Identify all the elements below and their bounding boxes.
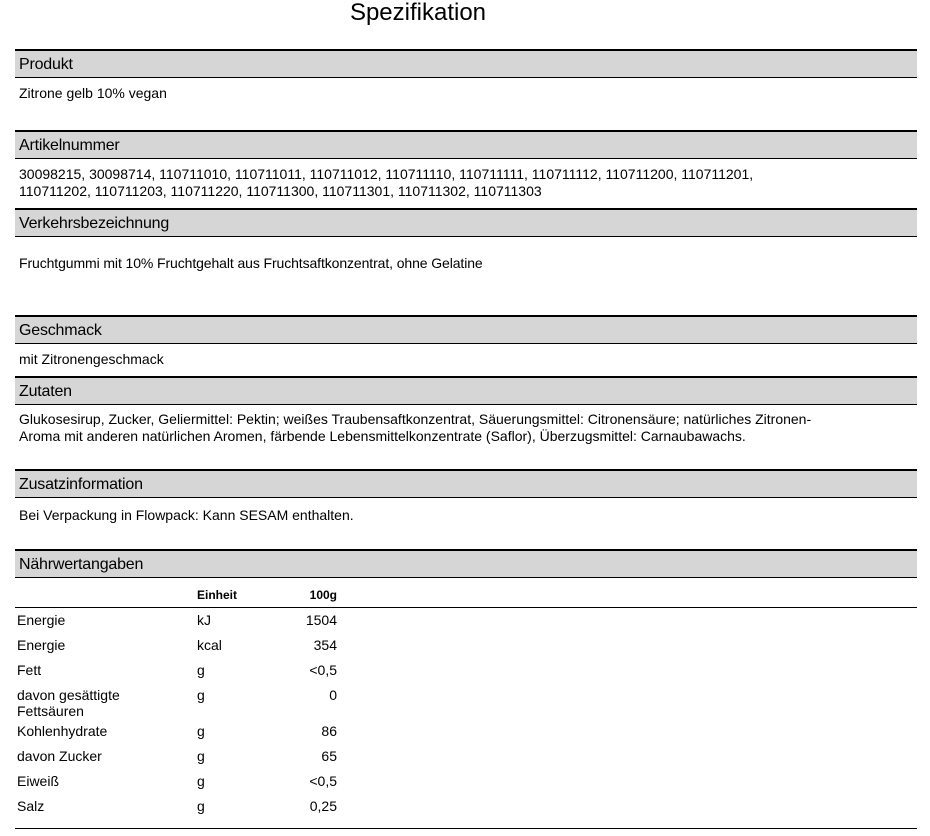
section-heading: Artikelnummer [19, 137, 120, 154]
artikelnummer-text [19, 166, 899, 200]
artikelnummer-line-1: 30098215, 30098714, 110711010, 110711011, 110711012, 110711110, 110711111, 110711112, 110711200, 110711201, [19, 166, 754, 182]
page-title: Spezifikation [349, 0, 487, 26]
nutrient-name: Fett [17, 662, 42, 678]
section-heading: Geschmack [19, 322, 102, 339]
section-header-artikelnummer [15, 130, 917, 159]
table-row [15, 794, 917, 819]
verkehrsbezeichnung-text: Fruchtgummi mit 10% Fruchtgehalt aus Fruchtsaftkonzentrat, ohne Gelatine [19, 255, 483, 271]
nutrient-name: davon gesättigte Fettsäuren [17, 687, 120, 719]
nutrient-value: 0 [329, 687, 337, 703]
nutrient-unit: kcal [197, 637, 222, 653]
section-heading: Verkehrsbezeichnung [19, 215, 170, 232]
nutrient-unit: kJ [197, 612, 211, 628]
table-row [15, 719, 917, 744]
produkt-text: Zitrone gelb 10% vegan [19, 85, 167, 101]
table-row [15, 683, 917, 719]
nutrient-name: Energie [17, 637, 66, 653]
nutrient-value: <0,5 [309, 662, 337, 678]
nutrient-value: 0,25 [309, 798, 337, 814]
section-heading: Nährwertangaben [19, 556, 144, 573]
nutrient-unit: g [197, 748, 205, 764]
section-heading: Zutaten [19, 383, 72, 400]
nutrient-unit: g [197, 798, 205, 814]
zutaten-line-1: Glukosesirup, Zucker, Geliermittel: Pektin; weißes Traubensaftkonzentrat, Säuerungsmittel: Citronensäure; natürliches Zitronen- [19, 411, 812, 427]
section-header-zusatzinformation [15, 469, 917, 498]
nutrient-name: davon Zucker [17, 748, 102, 764]
nutrient-value: 1504 [305, 612, 337, 628]
nutrition-header-row [15, 583, 917, 608]
section-header-naehrwertangaben [15, 549, 917, 578]
table-row [15, 608, 917, 634]
nutrient-value: <0,5 [309, 773, 337, 789]
nutrition-col-value: 100g [287, 583, 337, 608]
nutrient-value: 354 [313, 637, 337, 653]
section-header-zutaten [15, 376, 917, 405]
nutrient-unit: g [197, 662, 205, 678]
nutrition-col-name [15, 583, 197, 608]
nutrient-value: 65 [321, 748, 337, 764]
section-header-produkt [15, 49, 917, 78]
table-row [15, 658, 917, 683]
table-row [15, 744, 917, 769]
nutrient-name: Energie [17, 612, 66, 628]
nutrient-name: Salz [17, 798, 45, 814]
zutaten-text [19, 411, 899, 445]
nutrient-name: Eiweiß [17, 773, 60, 789]
nutrition-col-spacer [337, 583, 917, 608]
zusatzinformation-text: Bei Verpackung in Flowpack: Kann SESAM enthalten. [19, 507, 354, 523]
nutrition-col-unit: Einheit [197, 583, 287, 608]
zutaten-line-2: Aroma mit anderen natürlichen Aromen, färbende Lebensmittelkonzentrate (Saflor), Überzugsmittel: Carnaubawachs. [19, 428, 746, 444]
nutrient-unit: g [197, 773, 205, 789]
table-row [15, 769, 917, 794]
artikelnummer-line-2: 110711202, 110711203, 110711220, 110711300, 110711301, 110711302, 110711303 [19, 183, 542, 199]
nutrient-value: 86 [321, 723, 337, 739]
nutrient-unit: g [197, 687, 205, 703]
nutrition-table [15, 583, 917, 819]
section-header-verkehrsbezeichnung [15, 208, 917, 237]
section-heading: Zusatzinformation [19, 476, 143, 493]
section-header-geschmack [15, 315, 917, 344]
nutrient-unit: g [197, 723, 205, 739]
section-heading: Produkt [19, 56, 73, 73]
table-row [15, 633, 917, 658]
nutrient-name: Kohlenhydrate [17, 723, 108, 739]
geschmack-text: mit Zitronengeschmack [19, 351, 164, 367]
table-bottom-rule [15, 828, 917, 829]
